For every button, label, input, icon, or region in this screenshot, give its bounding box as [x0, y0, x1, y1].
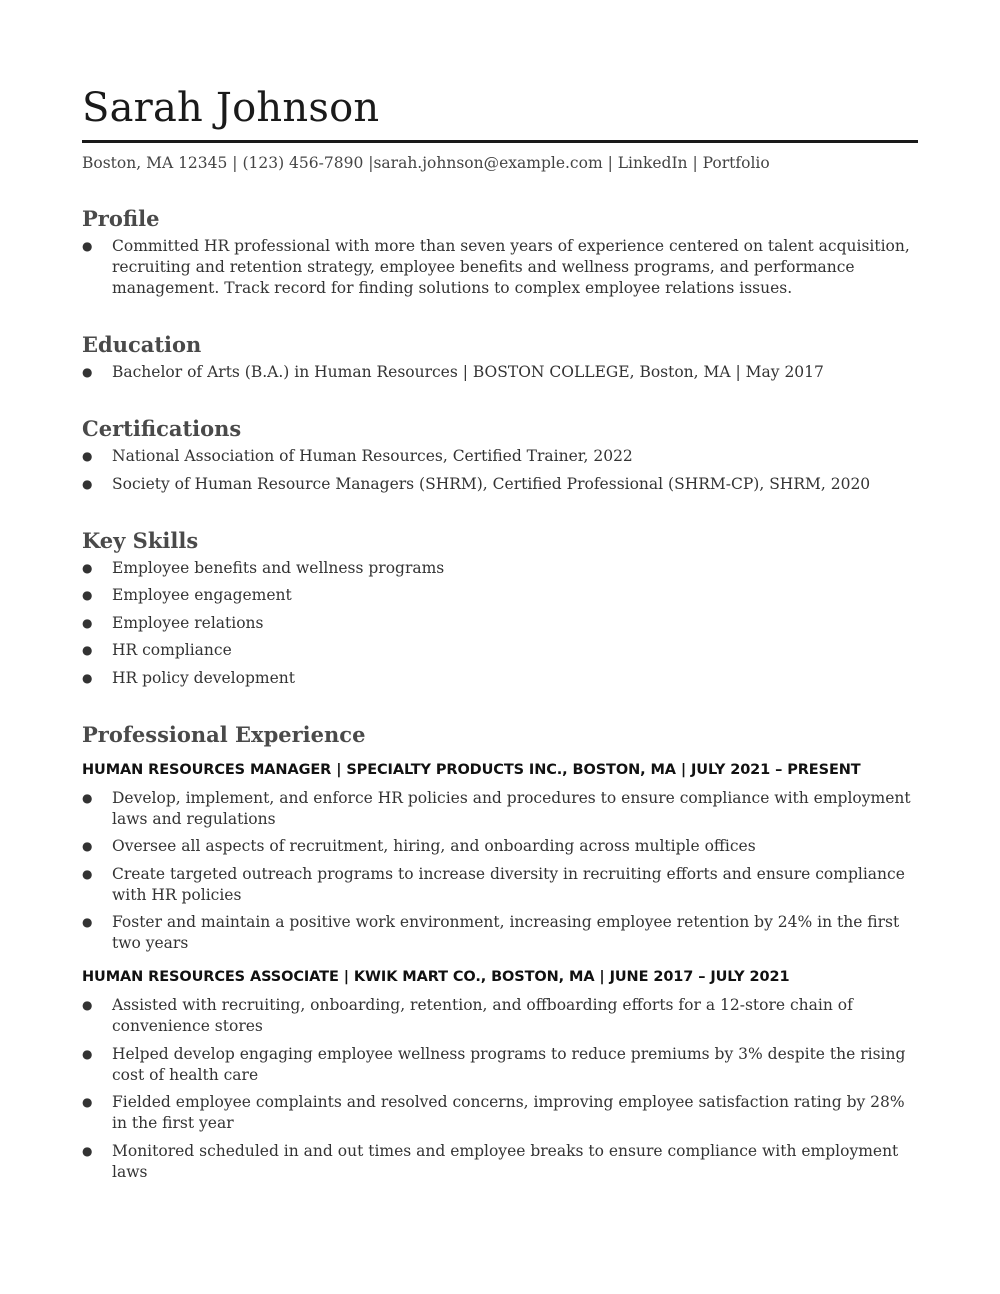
list-item: [82, 864, 918, 906]
skill-entry: HR compliance: [112, 641, 232, 659]
job-duty: Develop, implement, and enforce HR policies and procedures to ensure compliance with employment laws and regulations: [112, 788, 911, 828]
list-item: [82, 640, 918, 661]
profile-text: Committed HR professional with more than seven years of experience centered on talent acquisition, recruiting and retention strategy, employee benefits and wellness programs, and performance management. Track record for finding solutions to complex employee relations issues.: [112, 237, 910, 297]
bullet-icon: ●: [82, 1046, 93, 1061]
list-item: [82, 788, 918, 830]
job-heading: HUMAN RESOURCES ASSOCIATE | KWIK MART CO., BOSTON, MA | JUNE 2017 – JULY 2021: [82, 969, 790, 985]
list-item: [82, 668, 918, 689]
bullet-icon: ●: [82, 790, 93, 805]
list-item: [82, 362, 918, 383]
job-duty: Helped develop engaging employee wellness programs to reduce premiums by 3% despite the rising cost of health care: [112, 1044, 906, 1084]
section-title-experience: Professional Experience: [82, 721, 366, 747]
certification-entry: Society of Human Resource Managers (SHRM), Certified Professional (SHRM-CP), SHRM, 2020: [112, 474, 871, 493]
list-item: [82, 474, 918, 495]
list-item: [82, 1092, 918, 1134]
profile-section: [82, 206, 918, 299]
section-title-education: Education: [82, 332, 202, 357]
section-title-skills: Key Skills: [82, 527, 199, 553]
job-duties-list: [82, 788, 918, 955]
contact-line: Boston, MA 12345 | (123) 456-7890 |sarah.johnson@example.com | LinkedIn | Portfolio: [82, 154, 770, 172]
list-item: [82, 558, 918, 579]
bullet-icon: ●: [82, 365, 93, 379]
bullet-icon: ●: [82, 1095, 93, 1109]
education-list: [82, 362, 918, 383]
job-duty: Foster and maintain a positive work environment, increasing employee retention by 24% in the first two years: [112, 913, 900, 952]
header-divider: [82, 140, 918, 143]
job-entry: [82, 760, 918, 955]
section-title-certifications: Certifications: [82, 416, 242, 441]
list-item: [82, 912, 918, 954]
skill-entry: Employee relations: [112, 613, 264, 632]
list-item: [82, 1044, 918, 1086]
bullet-icon: ●: [82, 449, 93, 463]
candidate-name: Sarah Johnson: [82, 85, 380, 131]
list-item: [82, 836, 918, 857]
skills-list: [82, 558, 918, 689]
job-duty: Assisted with recruiting, onboarding, retention, and offboarding efforts for a 12-store chain of convenience stores: [112, 996, 853, 1035]
job-duty: Create targeted outreach programs to increase diversity in recruiting efforts and ensure compliance with HR policies: [112, 864, 905, 904]
job-duty: Oversee all aspects of recruitment, hiring, and onboarding across multiple offices: [112, 837, 756, 855]
job-entry: [82, 967, 918, 1183]
certification-entry: National Association of Human Resources, Certified Trainer, 2022: [112, 447, 633, 465]
skill-entry: Employee engagement: [112, 586, 292, 604]
list-item: [82, 1141, 918, 1183]
job-duty: Monitored scheduled in and out times and employee breaks to ensure compliance with employment laws: [112, 1141, 899, 1181]
bullet-icon: ●: [82, 866, 93, 881]
list-item: [82, 995, 918, 1037]
bullet-icon: ●: [82, 560, 93, 575]
skills-section: [82, 528, 918, 689]
skill-entry: Employee benefits and wellness programs: [112, 558, 445, 577]
education-section: [82, 332, 918, 383]
bullet-icon: ●: [82, 915, 93, 929]
certifications-list: [82, 446, 918, 495]
bullet-icon: ●: [82, 1143, 93, 1158]
job-heading: HUMAN RESOURCES MANAGER | SPECIALTY PRODUCTS INC., BOSTON, MA | JULY 2021 – PRESENT: [82, 761, 861, 778]
bullet-icon: ●: [82, 998, 93, 1012]
list-item: [82, 236, 918, 299]
bullet-icon: ●: [82, 839, 93, 853]
experience-section: [82, 722, 918, 1183]
certifications-section: [82, 416, 918, 495]
bullet-icon: ●: [82, 588, 93, 602]
job-duties-list: [82, 995, 918, 1183]
list-item: [82, 585, 918, 606]
section-title-profile: Profile: [82, 206, 160, 231]
list-item: [82, 446, 918, 467]
list-item: [82, 613, 918, 634]
bullet-icon: ●: [82, 643, 93, 657]
profile-list: [82, 236, 918, 299]
bullet-icon: ●: [82, 239, 93, 253]
education-entry: Bachelor of Arts (B.A.) in Human Resources | BOSTON COLLEGE, Boston, MA | May 2017: [112, 363, 824, 381]
bullet-icon: ●: [82, 476, 93, 491]
bullet-icon: ●: [82, 670, 93, 685]
bullet-icon: ●: [82, 615, 93, 630]
job-duty: Fielded employee complaints and resolved concerns, improving employee satisfaction rating by 28% in the first year: [112, 1093, 905, 1132]
skill-entry: HR policy development: [112, 668, 295, 687]
